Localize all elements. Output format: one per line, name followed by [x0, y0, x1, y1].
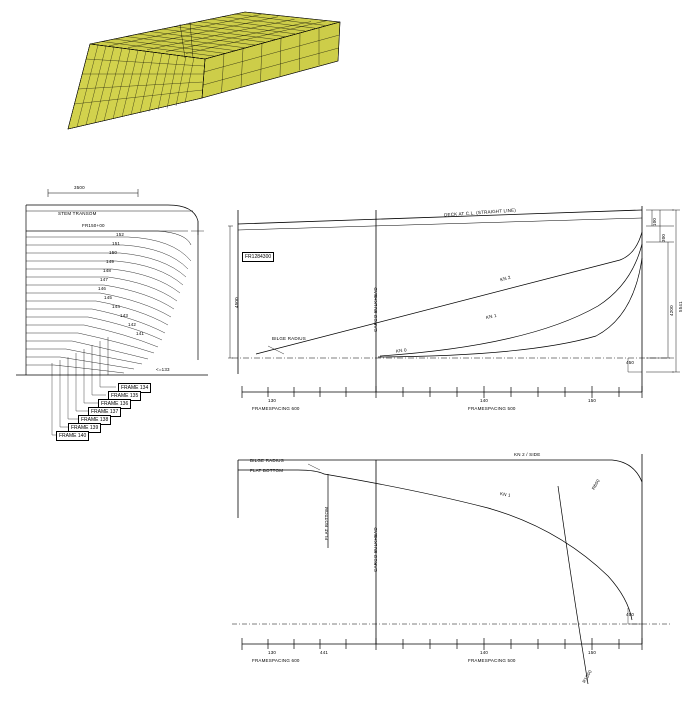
- waterline-label-147: 147: [100, 277, 109, 282]
- waterline-label-151: 151: [112, 241, 121, 246]
- framespacing-500-label: FRAMESPACING 500: [468, 406, 516, 411]
- frame-callout-138: FRAME 138: [78, 415, 111, 425]
- waterline-label-145: 145: [104, 295, 113, 300]
- stem-transom-label: STEM TRANSOM: [58, 211, 97, 216]
- frame-callout-136: FRAME 136: [98, 399, 131, 409]
- body-plan-view: [8, 175, 218, 440]
- plan-framespacing-500-label: FRAMESPACING 500: [468, 658, 516, 663]
- station-130-label: 130: [268, 398, 277, 403]
- frame-callout-134: FRAME 134: [118, 383, 151, 393]
- plan-framespacing-600-label: FRAMESPACING 600: [252, 658, 300, 663]
- dim-4500: 4500: [234, 297, 239, 308]
- plan-station-150-label: 150: [588, 650, 597, 655]
- bilge-radius-label: BILGE RADIUS: [272, 336, 306, 341]
- station-133-label: <=133: [156, 367, 170, 372]
- deck-at-cl-label: DECK AT C.L. (STRAIGHT LINE): [443, 207, 517, 218]
- station-140-label: 140: [480, 398, 489, 403]
- kn1-label: KN 1: [485, 312, 498, 321]
- profile-view: [228, 196, 683, 426]
- dim-300: 300: [661, 233, 666, 242]
- plan-station-441-label: 441: [320, 650, 329, 655]
- plan-view: [228, 448, 680, 698]
- waterline-label-150: 150: [109, 250, 118, 255]
- fr1284300-label: FR1284300: [242, 252, 274, 262]
- kn2-side-label: KN 2 / SIDE: [514, 452, 541, 457]
- waterline-label-148: 148: [103, 268, 112, 273]
- waterline-label-141: 141: [136, 331, 145, 336]
- plan-flat-bottom-vertical-label: FLAT BOTTOM: [324, 506, 329, 540]
- body-plan-top-dimension: 3500: [74, 185, 85, 190]
- waterline-label-143: 143: [120, 313, 129, 318]
- plan-station-130-label: 130: [268, 650, 277, 655]
- dim-5541: 5541: [678, 301, 683, 312]
- waterline-label-146: 146: [98, 286, 107, 291]
- waterline-label-152: 152: [116, 232, 125, 237]
- r600-label: R600: [590, 478, 601, 491]
- r1500-label: R1500: [581, 669, 593, 684]
- framespacing-600-label: FRAMESPACING 600: [252, 406, 300, 411]
- plan-cargo-bulkhead-label: CARGO BULKHEAD: [373, 527, 378, 572]
- plan-bilge-radius-label: BILGE RADIUS: [250, 458, 284, 463]
- kn2-label: KN 2: [499, 274, 512, 283]
- waterline-label-142: 142: [128, 322, 137, 327]
- frame-callout-137: FRAME 137: [88, 407, 121, 417]
- plan-kn1-label: KN 1: [499, 491, 512, 498]
- plan-station-140-label: 140: [480, 650, 489, 655]
- kn0-label: KN 0: [395, 347, 408, 354]
- plan-flat-bottom-label: FLAT BOTTOM: [250, 468, 284, 473]
- station-150-label: 150: [588, 398, 597, 403]
- dim-450: 450: [626, 360, 635, 365]
- cargo-bulkhead-label: CARGO BULKHEAD: [373, 287, 378, 332]
- dim-4200: 4200: [669, 305, 674, 316]
- fr150-label: FR150+00: [82, 223, 105, 228]
- frame-callout-140: FRAME 140: [56, 431, 89, 441]
- frame-callout-135: FRAME 135: [108, 391, 141, 401]
- mesh-3d-view: [30, 6, 360, 146]
- plan-dim-450: 450: [626, 612, 635, 617]
- waterline-label-144: 144: [112, 304, 121, 309]
- waterline-label-149: 149: [106, 259, 115, 264]
- dim-100: 100: [652, 217, 657, 226]
- frame-callout-139: FRAME 139: [68, 423, 101, 433]
